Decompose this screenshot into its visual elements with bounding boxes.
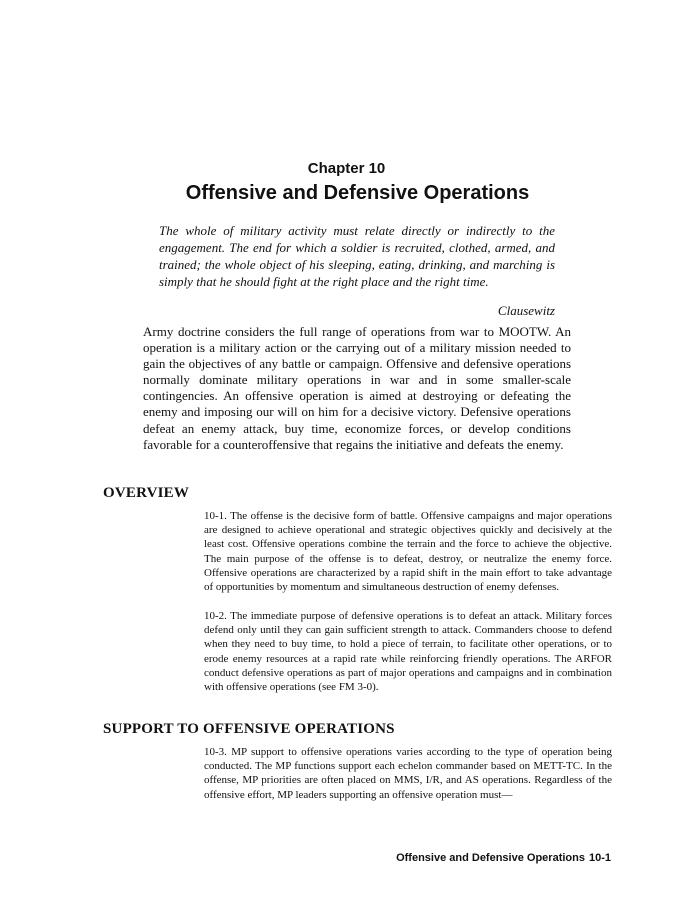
section-heading-overview: OVERVIEW xyxy=(103,485,190,501)
page-footer xyxy=(396,852,611,864)
chapter-label: Chapter 10 xyxy=(307,160,386,177)
intro-paragraph: Army doctrine considers the full range of operations from war to MOOTW. An operation is a military action or the carrying out of a military mission needed to gain the objectives of any battle or campaign. Offensive and defensive operations normally dominate military operations in war and in some smaller-scale contingencies. An offensive operation is aimed at destroying or defeating the enemy and imposing our will on him for a decisive victory. Defensive operations defeat an enemy attack, buy time, economize forces, or develop conditions favorable for a counteroffensive that regains the initiative and defeats the enemy. xyxy=(143,324,571,452)
paragraph-10-3: 10-3. MP support to offensive operations varies according to the type of operation being conducted. The MP functions support each echelon commander based on METT-TC. In the offense, MP priorities are often placed on MMS, I/R, and AS operations. Regardless of the offensive effort, MP leaders supporting an offensive operation must— xyxy=(204,746,612,801)
paragraph-10-1: 10-1. The offense is the decisive form of battle. Offensive campaigns and major operations are designed to achieve operational and strategic objectives quickly and decisively at the least cost. Offensive operations combine the terrain and the force to achieve the objective. The main purpose of the offense is to defeat, destroy, or neutralize the enemy force. Offensive operations are characterized by a rapid shift in the main effort to take advantage of opportunities by momentum and simultaneous destruction of enemy defenses. xyxy=(204,510,612,594)
footer-title: Offensive and Defensive Operations xyxy=(396,852,585,864)
page-number: 10-1 xyxy=(588,852,611,864)
epigraph-attribution: Clausewitz xyxy=(497,303,555,318)
epigraph-quote: The whole of military activity must relate directly or indirectly to the engagement. The end for which a soldier is recruited, clothed, armed, and trained; the whole object of his sleeping, eating, drinking, and marching is simply that he should fight at the right place and the right time. xyxy=(159,223,555,289)
paragraph-10-2: 10-2. The immediate purpose of defensive operations is to defeat an attack. Military forces defend only until they can gain sufficient strength to attack. Commanders choose to defend when they need to buy time, to hold a piece of terrain, to facilitate other operations, or to erode enemy resources at a rapid rate while reinforcing friendly operations. The ARFOR conduct defensive operations as part of major operations and campaigns and in combination with offensive operations (see FM 3-0). xyxy=(204,610,612,694)
section-heading-support-offensive: SUPPORT TO OFFENSIVE OPERATIONS xyxy=(103,721,395,737)
chapter-title: Offensive and Defensive Operations xyxy=(185,182,530,204)
